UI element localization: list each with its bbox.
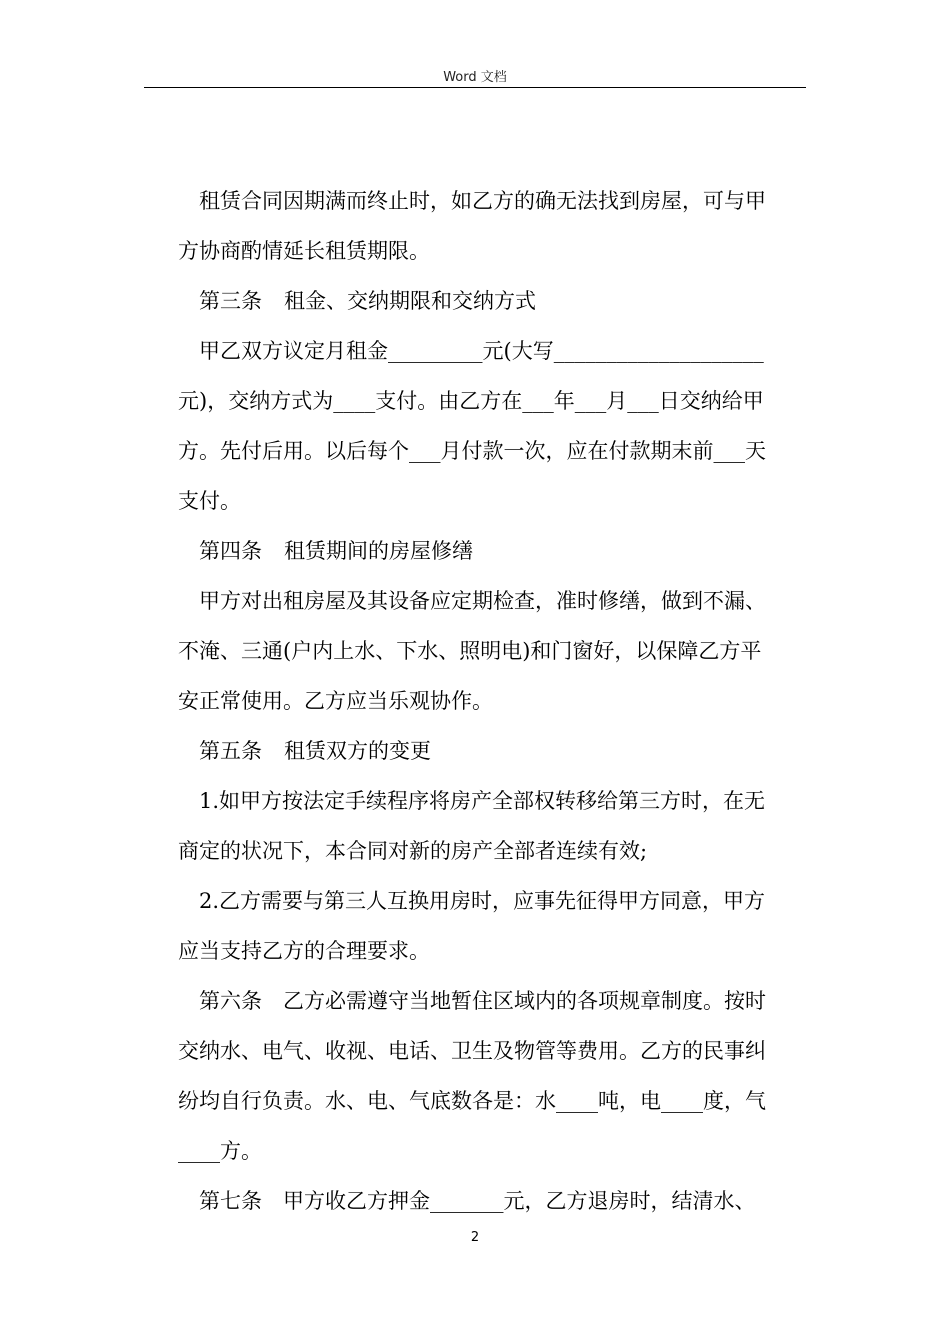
text-line: 甲乙双方议定月租金_________元(大写____________________ xyxy=(199,339,764,363)
text-line: 2.乙方需要与第三人互换用房时，应事先征得甲方同意，甲方 xyxy=(199,889,766,913)
paragraph xyxy=(178,876,802,976)
text-line: 安正常使用。乙方应当乐观协作。 xyxy=(178,689,493,713)
text-line: 应当支持乙方的合理要求。 xyxy=(178,939,430,963)
text-line: 甲方对出租房屋及其设备应定期检查，准时修缮，做到不漏、 xyxy=(199,589,766,613)
text-line: 元)，交纳方式为____支付。由乙方在___年___月___日交纳给甲 xyxy=(178,389,764,413)
text-line: ____方。 xyxy=(178,1139,262,1163)
text-line: 纷均自行负责。水、电、气底数各是：水____吨，电____度，气 xyxy=(178,1089,766,1113)
article-title: 租赁双方的变更 xyxy=(284,739,431,763)
article-number: 第五条 xyxy=(199,739,262,763)
paragraph xyxy=(178,776,802,876)
article-heading xyxy=(178,726,802,776)
text-line: 1.如甲方按法定手续程序将房产全部权转移给第三方时，在无 xyxy=(199,789,766,813)
text-line: 租赁合同因期满而终止时，如乙方的确无法找到房屋，可与甲 xyxy=(199,189,766,213)
document-body xyxy=(178,176,802,1226)
article-title: 租赁期间的房屋修缮 xyxy=(284,539,473,563)
page-footer xyxy=(0,1230,950,1245)
page-header xyxy=(0,66,950,85)
paragraph xyxy=(178,976,802,1176)
paragraph xyxy=(178,1176,802,1226)
article-heading xyxy=(178,526,802,576)
text-line: 商定的状况下，本合同对新的房产全部者连续有效; xyxy=(178,839,648,863)
text-line: 交纳水、电气、收视、电话、卫生及物管等费用。乙方的民事纠 xyxy=(178,1039,766,1063)
page-number: 2 xyxy=(470,1230,480,1245)
header-divider xyxy=(144,87,806,88)
paragraph xyxy=(178,326,802,526)
header-title: Word 文档 xyxy=(443,70,507,85)
paragraph xyxy=(178,576,802,726)
text-line: 支付。 xyxy=(178,489,241,513)
text-line: 不淹、三通(户内上水、下水、照明电)和门窗好，以保障乙方平 xyxy=(178,639,762,663)
article-number: 第四条 xyxy=(199,539,262,563)
text-line: 方协商酌情延长租赁期限。 xyxy=(178,239,430,263)
article-heading xyxy=(178,276,802,326)
text-line: 方。先付后用。以后每个___月付款一次，应在付款期末前___天 xyxy=(178,439,766,463)
text-line: 第七条 甲方收乙方押金_______元，乙方退房时，结清水、 xyxy=(199,1189,756,1213)
article-title: 租金、交纳期限和交纳方式 xyxy=(284,289,536,313)
article-number: 第三条 xyxy=(199,289,262,313)
paragraph xyxy=(178,176,802,276)
text-line: 第六条 乙方必需遵守当地暂住区域内的各项规章制度。按时 xyxy=(199,989,766,1013)
